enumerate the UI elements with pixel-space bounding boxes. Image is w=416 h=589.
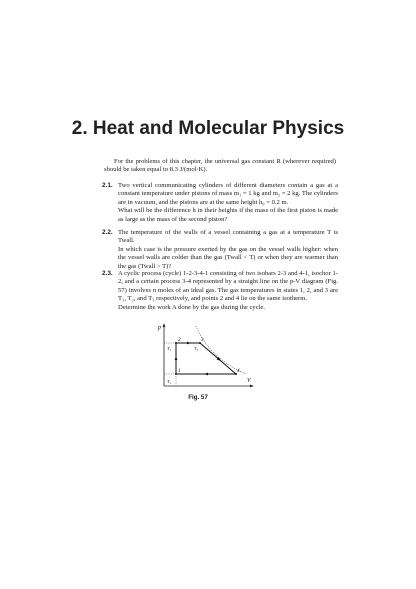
v-axis-arrow <box>250 385 254 388</box>
axis-label-v: V <box>247 378 251 384</box>
isotherm-curve <box>196 326 246 374</box>
problem-number: 2.3. <box>102 270 113 277</box>
point-1 <box>175 373 177 375</box>
problem-question: What will be the difference h in their heights if the mass of the first piston is made as large as the mass of the second piston? <box>118 207 338 223</box>
temp-label-t1: T₁ <box>167 379 172 384</box>
pv-diagram <box>154 322 254 388</box>
figure-57 <box>154 322 254 388</box>
problem-number: 2.2. <box>102 229 113 236</box>
figure-caption: Fig. 57 <box>188 394 208 401</box>
chapter-intro: For the problems of this chapter, the universal gas constant R (wherever required) should be taken equal to 8.3 J/(mol·K). <box>104 158 336 174</box>
arrow-4-1 <box>204 373 208 376</box>
temp-label-t2: T₂ <box>167 346 172 351</box>
point-label-1: 1 <box>178 368 181 374</box>
point-label-2: 2 <box>178 337 181 343</box>
point-label-4: 4 <box>237 368 240 374</box>
problem-2-2 <box>102 229 338 271</box>
chapter-title: 2. Heat and Molecular Physics <box>71 118 345 139</box>
temp-label-t3: T₃ <box>194 346 199 351</box>
problem-number: 2.1. <box>102 182 113 189</box>
axis-label-p: p <box>158 325 161 331</box>
point-2 <box>175 342 177 344</box>
problem-2-1 <box>102 182 338 224</box>
arrow-1-2 <box>175 356 178 360</box>
problem-text: A cyclic process (cycle) 1-2-3-4-1 consisting of two isobars 2-3 and 4-1, isochor 1-2, and a certain process 3-4 represented by a straight line on the p-V diagram (Fig. 57) involves n moles of an ideal gas. The gas temperatures in states 1, 2, and 3 are T₁, T₂, and T₃ respectively, and points 2 and 4 lie on the same isotherm. <box>118 270 338 303</box>
problem-text: Two vertical communicating cylinders of different diameters contain a gas at a constant temperature under pistons of mass m₁ = 1 kg and m₂ = 2 kg. The cylinders are in vacuum, and the pistons are at the same height h₀ = 0.2 m. <box>118 182 338 206</box>
problem-question: In which case is the pressure exerted by the gas on the vessel walls higher: when the vessel walls are colder than the gas (Twall < T) or when they are warmer than the gas (Twall > T)? <box>118 245 338 270</box>
point-label-3: 3 <box>201 337 204 343</box>
arrow-2-3 <box>187 342 191 345</box>
problem-question: Determine the work A done by the gas during the cycle. <box>118 303 266 311</box>
problem-2-3 <box>102 270 338 312</box>
p-axis-arrow <box>163 323 166 327</box>
problem-text: The temperature of the walls of a vessel containing a gas at a temperature T is Twall. <box>118 229 338 245</box>
